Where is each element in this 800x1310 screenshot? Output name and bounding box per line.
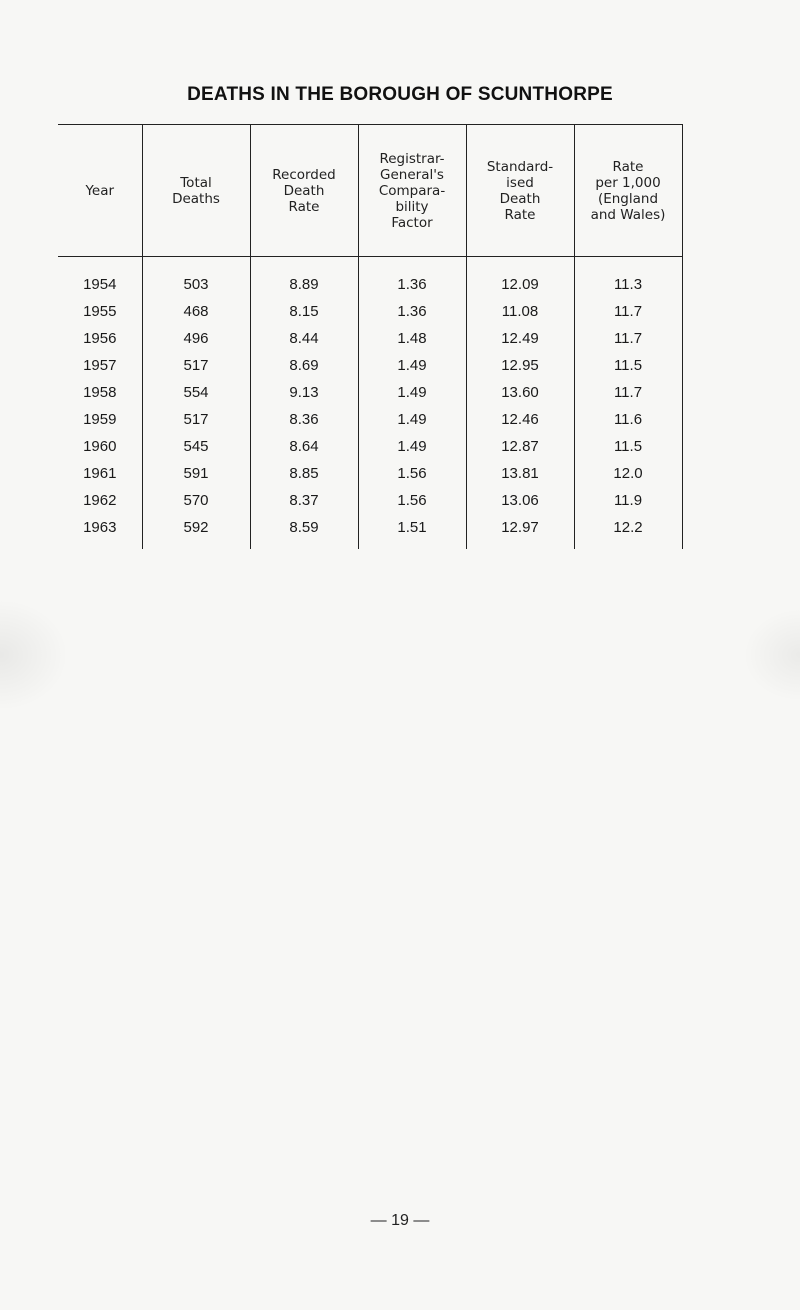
cell-standardised-rate: 12.49 [466,325,574,352]
header-total-deaths: Total Deaths [142,125,250,257]
cell-recorded-rate: 8.85 [250,460,358,487]
cell-comparability: 1.56 [358,460,466,487]
cell-national-rate: 12.0 [574,460,682,487]
cell-total-deaths: 496 [142,325,250,352]
cell-comparability: 1.56 [358,487,466,514]
header-standardised-death-rate: Standard- ised Death Rate [466,125,574,257]
cell-national-rate: 11.5 [574,352,682,379]
cell-total-deaths: 517 [142,406,250,433]
cell-standardised-rate: 13.60 [466,379,574,406]
cell-recorded-rate: 9.13 [250,379,358,406]
cell-total-deaths: 570 [142,487,250,514]
cell-year: 1958 [58,379,142,406]
table-row [58,325,682,352]
cell-standardised-rate: 12.95 [466,352,574,379]
table-row [58,514,682,549]
cell-national-rate: 11.6 [574,406,682,433]
cell-year: 1954 [58,257,142,299]
cell-national-rate: 11.9 [574,487,682,514]
cell-total-deaths: 468 [142,298,250,325]
cell-year: 1959 [58,406,142,433]
cell-comparability: 1.49 [358,433,466,460]
cell-standardised-rate: 12.46 [466,406,574,433]
table-row [58,298,682,325]
cell-total-deaths: 592 [142,514,250,549]
table-row [58,352,682,379]
cell-comparability: 1.49 [358,406,466,433]
cell-year: 1955 [58,298,142,325]
cell-year: 1960 [58,433,142,460]
table-row [58,487,682,514]
cell-year: 1962 [58,487,142,514]
header-year: Year [58,125,142,257]
page-number: — 19 — [370,1212,430,1229]
cell-national-rate: 11.7 [574,325,682,352]
header-recorded-death-rate: Recorded Death Rate [250,125,358,257]
table-header-row [58,125,682,257]
cell-standardised-rate: 11.08 [466,298,574,325]
cell-total-deaths: 517 [142,352,250,379]
cell-comparability: 1.49 [358,379,466,406]
cell-total-deaths: 554 [142,379,250,406]
cell-recorded-rate: 8.15 [250,298,358,325]
cell-standardised-rate: 12.97 [466,514,574,549]
cell-year: 1957 [58,352,142,379]
cell-national-rate: 11.7 [574,298,682,325]
cell-national-rate: 11.7 [574,379,682,406]
cell-total-deaths: 503 [142,257,250,299]
cell-comparability: 1.51 [358,514,466,549]
cell-total-deaths: 591 [142,460,250,487]
deaths-table [58,124,683,549]
cell-year: 1956 [58,325,142,352]
cell-standardised-rate: 12.87 [466,433,574,460]
cell-standardised-rate: 13.81 [466,460,574,487]
header-rate-england-wales: Rate per 1,000 (England and Wales) [574,125,682,257]
cell-national-rate: 11.3 [574,257,682,299]
cell-standardised-rate: 12.09 [466,257,574,299]
cell-recorded-rate: 8.36 [250,406,358,433]
cell-total-deaths: 545 [142,433,250,460]
cell-comparability: 1.36 [358,298,466,325]
cell-recorded-rate: 8.64 [250,433,358,460]
header-comparability-factor: Registrar- General's Compara- bility Factor [358,125,466,257]
cell-comparability: 1.36 [358,257,466,299]
cell-year: 1963 [58,514,142,549]
table-row [58,257,682,299]
page-title: DEATHS IN THE BOROUGH OF SCUNTHORPE [187,84,613,105]
cell-standardised-rate: 13.06 [466,487,574,514]
cell-recorded-rate: 8.37 [250,487,358,514]
cell-recorded-rate: 8.69 [250,352,358,379]
cell-recorded-rate: 8.44 [250,325,358,352]
table-row [58,379,682,406]
cell-national-rate: 11.5 [574,433,682,460]
table-row [58,433,682,460]
cell-recorded-rate: 8.59 [250,514,358,549]
table-row [58,406,682,433]
cell-recorded-rate: 8.89 [250,257,358,299]
cell-comparability: 1.48 [358,325,466,352]
cell-year: 1961 [58,460,142,487]
table-row [58,460,682,487]
cell-national-rate: 12.2 [574,514,682,549]
cell-comparability: 1.49 [358,352,466,379]
